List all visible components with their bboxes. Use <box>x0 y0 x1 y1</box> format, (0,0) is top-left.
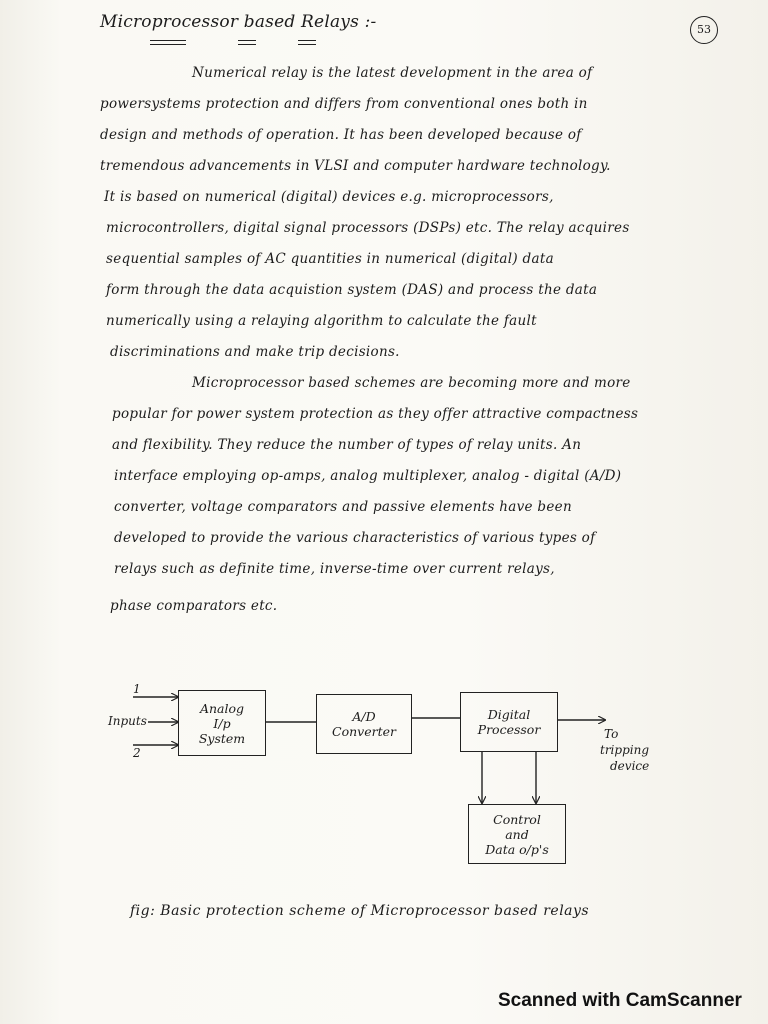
paragraph1-line: microcontrollers, digital signal processors (DSPs) etc. The relay acquires <box>106 220 630 236</box>
analog-box-line: System <box>198 730 246 746</box>
digital-box-line: Processor <box>477 722 541 737</box>
heading-underline-1 <box>150 40 186 45</box>
paragraph1-line: It is based on numerical (digital) devices e.g. microprocessors, <box>104 189 554 205</box>
inputs-label: Inputs <box>108 714 147 728</box>
paragraph1-line: sequential samples of AC quantities in numerical (digital) data <box>106 251 554 267</box>
ad-box-line: A/D <box>352 709 376 724</box>
paragraph2-line: and flexibility. They reduce the number of types of relay units. An <box>112 437 582 453</box>
control-box-line: Data o/p's <box>485 841 549 857</box>
tripping-label-line: To <box>604 727 619 741</box>
paragraph2-line: converter, voltage comparators and passive elements have been <box>114 499 572 515</box>
figure-caption: fig: Basic protection scheme of Microprocessor based relays <box>130 903 590 919</box>
control-data-output-box <box>468 804 566 864</box>
digital-box-line: Digital <box>487 707 531 722</box>
paragraph2-line: popular for power system protection as they offer attractive compactness <box>112 406 639 422</box>
paragraph1-line: design and methods of operation. It has been developed because of <box>100 127 582 143</box>
paragraph2-line: interface employing op-amps, analog multiplexer, analog - digital (A/D) <box>114 468 622 484</box>
analog-box-line: Analog <box>199 700 245 716</box>
digital-processor-box <box>460 692 558 752</box>
input-2-label: 2 <box>133 746 141 760</box>
camscanner-watermark: Scanned with CamScanner <box>498 990 742 1011</box>
paragraph1-line: Numerical relay is the latest development in the area of <box>192 65 593 81</box>
paragraph2-line: developed to provide the various characteristics of various types of <box>114 530 596 546</box>
input-1-label: 1 <box>133 682 141 696</box>
paragraph1-line: powersystems protection and differs from conventional ones both in <box>100 96 588 112</box>
control-box-line: and <box>505 826 529 842</box>
paragraph2-line: relays such as definite time, inverse-time over current relays, <box>114 561 555 577</box>
paragraph2-line: Microprocessor based schemes are becoming more and more <box>192 375 631 391</box>
analog-box-line: I/p <box>213 715 231 731</box>
tripping-device-label <box>600 726 649 775</box>
paragraph1-line: numerically using a relaying algorithm to calculate the fault <box>106 313 537 329</box>
page-heading: Microprocessor based Relays :- <box>100 12 377 32</box>
paragraph1-line: tremendous advancements in VLSI and computer hardware technology. <box>100 158 611 174</box>
paragraph1-line: discriminations and make trip decisions. <box>110 344 400 360</box>
tripping-label-line: device <box>610 759 650 774</box>
ad-converter-box <box>316 694 412 754</box>
paragraph1-line: form through the data acquistion system (DAS) and process the data <box>106 282 598 298</box>
analog-input-system-box <box>178 690 266 756</box>
control-box-line: Control <box>493 811 541 827</box>
ad-box-line: Converter <box>332 724 396 739</box>
heading-underline-3 <box>298 40 316 45</box>
tripping-label-line: tripping <box>600 743 650 758</box>
paragraph2-line: phase comparators etc. <box>110 598 278 614</box>
page-number: 53 <box>690 16 718 44</box>
heading-underline-2 <box>238 40 256 45</box>
